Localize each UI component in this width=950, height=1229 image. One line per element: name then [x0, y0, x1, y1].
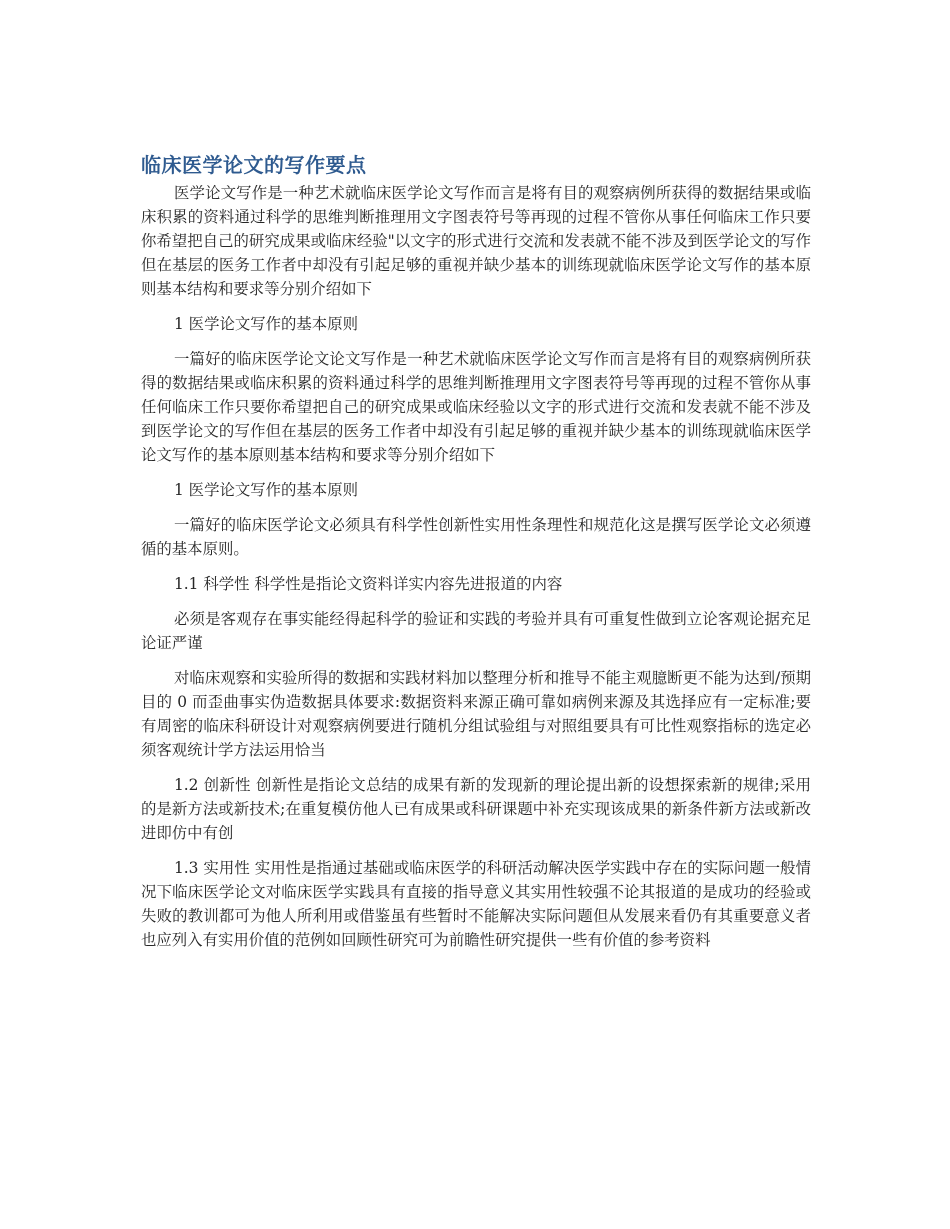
paragraph-intro-repeat: 一篇好的临床医学论文论文写作是一种艺术就临床医学论文写作而言是将有目的观察病例所获得的数据结果或临床积累的资料通过科学的思维判断推理用文字图表符号等再现的过程不管你从事任何临床工作只要你希望把自己的研究成果或临床经验以文字的形式进行交流和发表就不能不涉及到医学论文的写作但在基层的医务工作者中却没有引起足够的重视并缺少基本的训练现就临床医学论文写作的基本原则基本结构和要求等分别介绍如下 [141, 350, 811, 464]
subsection-scientific: 1.1 科学性 科学性是指论文资料详实内容先进报道的内容 [174, 575, 563, 593]
paragraph-intro: 医学论文写作是一种艺术就临床医学论文写作而言是将有目的观察病例所获得的数据结果或临床积累的资料通过科学的思维判断推理用文字图表符号等再现的过程不管你从事任何临床工作只要你希望把自己的研究成果或临床经验"以文字的形式进行交流和发表就不能不涉及到医学论文的写作但在基层的医务工作者中却没有引起足够的重视并缺少基本的训练现就临床医学论文写作的基本原则基本结构和要求等分别介绍如下 [141, 184, 811, 298]
document-title: 临床医学论文的写作要点 [141, 153, 367, 177]
document-body [141, 151, 811, 963]
subsection-innovative: 1.2 创新性 创新性是指论文总结的成果有新的发现新的理论提出新的设想探索新的规律;采用的是新方法或新技术;在重复模仿他人已有成果或科研课题中补充实现该成果的新条件新方法或新改进即仿中有创 [141, 776, 811, 842]
section-heading-basic-principles-repeat: 1 医学论文写作的基本原则 [174, 481, 358, 499]
section-heading-basic-principles: 1 医学论文写作的基本原则 [174, 315, 358, 333]
subsection-practical: 1.3 实用性 实用性是指通过基础或临床医学的科研活动解决医学实践中存在的实际问题一般情况下临床医学论文对临床医学实践具有直接的指导意义其实用性较强不论其报道的是成功的经验或失败的教训都可为他人所利用或借鉴虽有些暂时不能解决实际问题但从发展来看仍有其重要意义者也应列入有实用价值的范例如回顾性研究可为前瞻性研究提供一些有价值的参考资料 [141, 859, 811, 949]
paragraph-objective-facts: 必须是客观存在事实能经得起科学的验证和实践的考验并具有可重复性做到立论客观论据充足论证严谨 [141, 610, 811, 652]
paragraph-principles-summary: 一篇好的临床医学论文必须具有科学性创新性实用性条理性和规范化这是撰写医学论文必须遵循的基本原则。 [141, 516, 811, 558]
paragraph-data-requirements: 对临床观察和实验所得的数据和实践材料加以整理分析和推导不能主观臆断更不能为达到/预期目的 0 而歪曲事实伪造数据具体要求:数据资料来源正确可靠如病例来源及其选择应有一定标准;要有周密的临床科研设计对观察病例要进行随机分组试验组与对照组要具有可比性观察指标的选定必须客观统计学方法运用恰当 [141, 669, 811, 759]
